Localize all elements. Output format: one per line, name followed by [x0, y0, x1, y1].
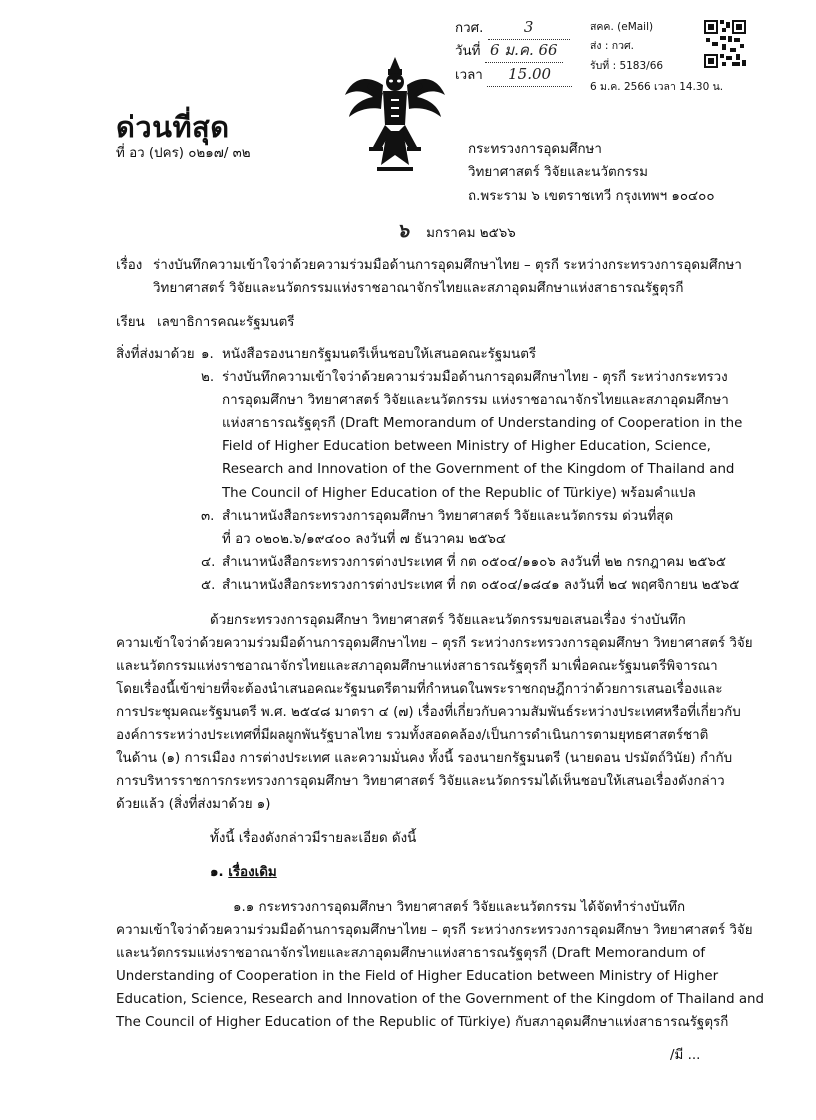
letter-date [397, 221, 516, 244]
doc-number: ที่ อว (ปคร) ๐๒๑๗/ ๓๒ [116, 146, 251, 161]
enclosure-2-line: ร่างบันทึกความเข้าใจว่าด้วยความร่วมมือด้านการอุดมศึกษาไทย - ตุรกี ระหว่างกระทรวง [222, 370, 728, 385]
body-line: ด้วยแล้ว (สิ่งที่ส่งมาด้วย ๑) [116, 797, 271, 812]
receipt-time-value: 15.00 [508, 65, 552, 83]
enclosure-2-num: ๒. [201, 370, 215, 385]
receipt-time-row [455, 64, 572, 87]
section1-1-line: Education, Science, Research and Innovation of the Government of the Kingdom of Thailand and [116, 992, 765, 1007]
enclosure-4-num: ๔. [201, 555, 216, 570]
body-line: การบริหารราชการกระทรวงการอุดมศึกษา วิทยาศาสตร์ วิจัยและนวัตกรรมได้เห็นชอบให้เสนอเรื่องดังกล่าว [116, 774, 725, 789]
enclosures-label: สิ่งที่ส่งมาด้วย [116, 347, 195, 362]
enclosure-2-line: การอุดมศึกษา วิทยาศาสตร์ วิจัยและนวัตกรรม แห่งราชอาณาจักรไทยและสภาอุดมศึกษา [222, 393, 729, 408]
body-line: ความเข้าใจว่าด้วยความร่วมมือด้านการอุดมศึกษาไทย – ตุรกี ระหว่างกระทรวงการอุดมศึกษา วิทยาศาสตร์ วิจัย [116, 636, 753, 651]
section1-1-line: และนวัตกรรมแห่งราชอาณาจักรไทยและสภาอุดมศึกษาแห่งสาธารณรัฐตุรกี (Draft Memorandum of [116, 946, 706, 961]
receipt-doc-row [455, 17, 570, 40]
enclosure-1-num: ๑. [201, 347, 214, 362]
recipient-value: เลขาธิการคณะรัฐมนตรี [157, 315, 295, 330]
receipt-time-label: เวลา [455, 68, 483, 83]
enclosure-4-line: สำเนาหนังสือกระทรวงการต่างประเทศ ที่ กต ๐๕๐๔/๑๑๐๖ ลงวันที่ ๒๒ กรกฎาคม ๒๕๖๕ [222, 555, 727, 570]
sender-line1: กระทรวงการอุดมศึกษา [468, 142, 602, 157]
email-stamp-line3: รับที่ : 5183/66 [590, 60, 664, 72]
receipt-date-label: วันที่ [455, 44, 481, 59]
receipt-date-value: 6 ม.ค. 66 [489, 41, 558, 59]
date-day: ๖ [397, 220, 410, 242]
body-line: โดยเรื่องนี้เข้าข่ายที่จะต้องนำเสนอคณะรัฐมนตรีตามที่กำหนดในพระราชกฤษฎีกาว่าด้วยการเสนอเรื่องและ [116, 682, 723, 697]
body-line: ด้วยกระทรวงการอุดมศึกษา วิทยาศาสตร์ วิจัยและนวัตกรรมขอเสนอเรื่อง ร่างบันทึก [210, 613, 686, 628]
section1-heading [210, 863, 277, 883]
receipt-date-row [455, 40, 563, 63]
subject-line1: ร่างบันทึกความเข้าใจว่าด้วยความร่วมมือด้านการอุดมศึกษาไทย – ตุรกี ระหว่างกระทรวงการอุดมศึกษา [153, 258, 742, 273]
email-stamp-line1: สคค. (eMail) [590, 21, 654, 33]
email-stamp-line2: ส่ง : กวศ. [590, 40, 635, 52]
enclosure-3-line: ที่ อว ๐๒๐๒.๖/๑๙๔๐๐ ลงวันที่ ๗ ธันวาคม ๒๕๖๔ [222, 532, 507, 547]
enclosure-2-line: แห่งสาธารณรัฐตุรกี (Draft Memorandum of Understanding of Cooperation in the [222, 416, 743, 431]
garuda-emblem-icon [343, 55, 447, 173]
recipient-label: เรียน [116, 315, 145, 330]
section1-1-line: ๑.๑ กระทรวงการอุดมศึกษา วิทยาศาสตร์ วิจัยและนวัตกรรม ได้จัดทำร่างบันทึก [233, 900, 686, 915]
body-line: องค์การระหว่างประเทศที่มีผลผูกพันรัฐบาลไทย รวมทั้งสอดคล้อง/เป็นการดำเนินการตามยุทธศาสตร์ชาติ [116, 728, 709, 743]
receipt-doc-label: กวศ. [455, 21, 484, 36]
body-line: การประชุมคณะรัฐมนตรี พ.ศ. ๒๕๔๘ มาตรา ๔ (๗) เรื่องที่เกี่ยวกับความสัมพันธ์ระหว่างประเทศหรือที่เกี่ยวกับ [116, 705, 741, 720]
section1-num: ๑. [210, 865, 224, 880]
enclosure-3-num: ๓. [201, 509, 215, 524]
section1-1-line: Understanding of Cooperation in the Field of Higher Education between Ministry of Higher [116, 969, 719, 984]
qr-code-icon [704, 20, 746, 68]
sender-line2: วิทยาศาสตร์ วิจัยและนวัตกรรม [468, 165, 648, 180]
receipt-doc-value: 3 [523, 18, 534, 36]
subject-line2: วิทยาศาสตร์ วิจัยและนวัตกรรมแห่งราชอาณาจักรไทยและสภาอุดมศึกษาแห่งสาธารณรัฐตุรกี [153, 281, 684, 296]
enclosure-3-line: สำเนาหนังสือกระทรวงการอุดมศึกษา วิทยาศาสตร์ วิจัยและนวัตกรรม ด่วนที่สุด [222, 509, 674, 524]
sender-line3: ถ.พระราม ๖ เขตราชเทวี กรุงเทพฯ ๑๐๔๐๐ [468, 189, 715, 204]
continuation-marker: /มี ... [670, 1048, 701, 1063]
section1-1-line: The Council of Higher Education of the Republic of Türkiye) กับสภาอุดมศึกษาแห่งสาธารณรัฐตุรกี [116, 1015, 729, 1030]
details-intro: ทั้งนี้ เรื่องดังกล่าวมีรายละเอียด ดังนี้ [210, 831, 417, 846]
enclosure-1-line: หนังสือรองนายกรัฐมนตรีเห็นชอบให้เสนอคณะรัฐมนตรี [222, 347, 537, 362]
section1-1-line: ความเข้าใจว่าด้วยความร่วมมือด้านการอุดมศึกษาไทย – ตุรกี ระหว่างกระทรวงการอุดมศึกษา วิทยาศาสตร์ วิจัย [116, 923, 753, 938]
email-stamp-line4: 6 ม.ค. 2566 เวลา 14.30 น. [590, 81, 724, 93]
enclosure-5-line: สำเนาหนังสือกระทรวงการต่างประเทศ ที่ กต ๐๕๐๔/๑๘๔๑ ลงวันที่ ๒๔ พฤศจิกายน ๒๕๖๕ [222, 578, 740, 593]
date-month-year: มกราคม ๒๕๖๖ [426, 226, 516, 241]
enclosure-5-num: ๕. [201, 578, 216, 593]
section1-title: เรื่องเดิม [228, 865, 277, 880]
enclosure-2-line: Field of Higher Education between Ministry of Higher Education, Science, [222, 439, 711, 454]
body-line: ในด้าน (๑) การเมือง การต่างประเทศ และความมั่นคง ทั้งนี้ รองนายกรัฐมนตรี (นายดอน ปรมัตถ์วินัย) กำกับ [116, 751, 733, 766]
body-line: และนวัตกรรมแห่งราชอาณาจักรไทยและสภาอุดมศึกษาแห่งสาธารณรัฐตุรกี มาเพื่อคณะรัฐมนตรีพิจารณา [116, 659, 718, 674]
enclosure-2-line: Research and Innovation of the Government of the Kingdom of Thailand and [222, 462, 735, 477]
urgency-label: ด่วนที่สุด [116, 110, 230, 144]
enclosure-2-line: The Council of Higher Education of the Republic of Türkiye) พร้อมคำแปล [222, 486, 696, 501]
subject-label: เรื่อง [116, 258, 143, 273]
